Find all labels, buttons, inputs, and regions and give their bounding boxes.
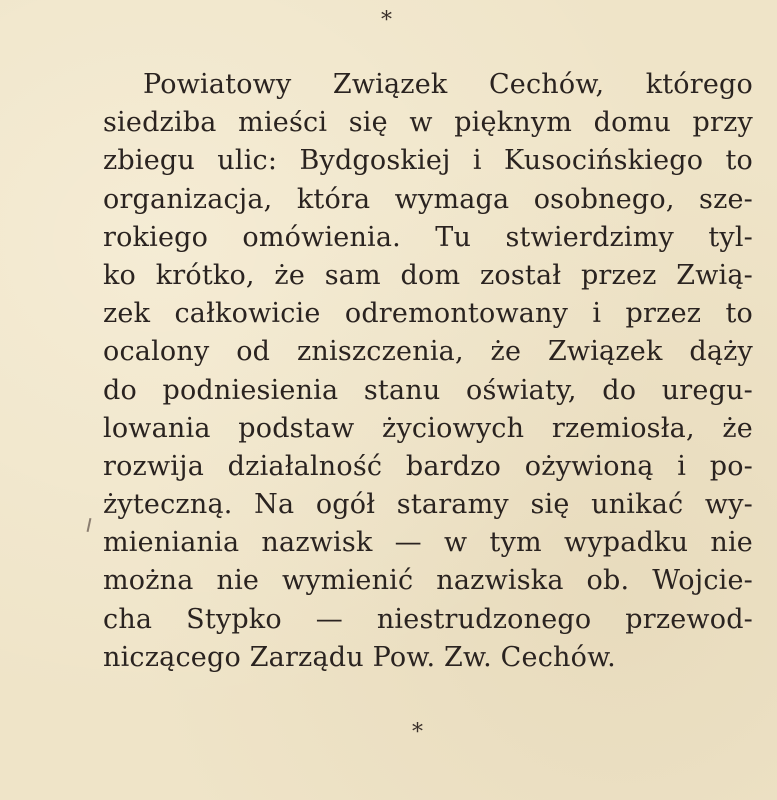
paragraph-line: siedziba mieści się w pięknym domu przy [103, 107, 753, 139]
body-paragraph [103, 66, 753, 677]
paragraph-line: ocalony od zniszczenia, że Związek dąży [103, 336, 753, 368]
paragraph-line: rozwija działalność bardzo ożywioną i po- [103, 450, 753, 482]
paragraph-line: zek całkowicie odremontowany i przez to [103, 298, 753, 330]
paragraph-line: zbiegu ulic: Bydgoskiej i Kusocińskiego to [103, 145, 753, 177]
top-asterisk-ornament: * [381, 8, 392, 33]
paragraph-line: Powiatowy Związek Cechów, którego [143, 69, 753, 100]
paragraph-line: rokiego omówienia. Tu stwierdzimy tyl- [103, 221, 753, 253]
paragraph-line: można nie wymienić nazwiska ob. Wojcie- [103, 565, 753, 597]
paragraph-line: organizacja, która wymaga osobnego, sze- [103, 183, 753, 215]
bottom-asterisk-ornament: * [412, 720, 423, 745]
margin-mark [87, 518, 92, 532]
paragraph-line: do podniesienia stanu oświaty, do uregu- [103, 374, 753, 406]
paragraph-line: ko krótko, że sam dom został przez Zwią- [103, 259, 753, 291]
paragraph-line: lowania podstaw życiowych rzemiosła, że [103, 412, 753, 444]
paragraph-line: niczącego Zarządu Pow. Zw. Cechów. [103, 641, 616, 673]
paragraph-line: cha Stypko — niestrudzonego przewod- [103, 603, 753, 635]
paragraph-line: mieniania nazwisk — w tym wypadku nie [103, 527, 753, 559]
paragraph-line: żyteczną. Na ogół staramy się unikać wy- [103, 489, 753, 521]
